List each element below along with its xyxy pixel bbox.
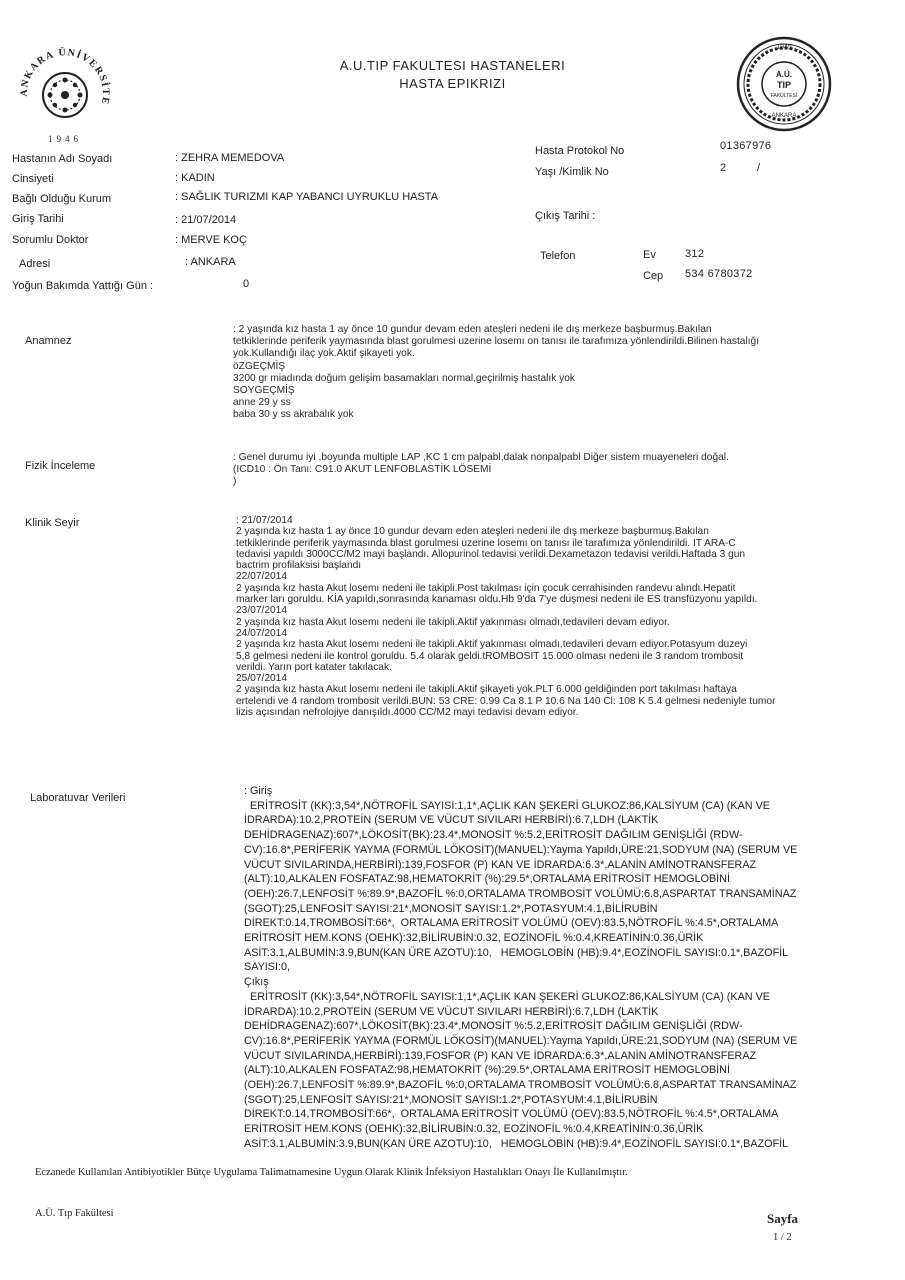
admission-date-label: Giriş Tarihi [12,213,64,225]
doctor-label: Sorumlu Doktor [12,234,89,246]
svg-text:1946: 1946 [48,134,82,144]
phone-label: Telefon [540,250,576,262]
lab-data-label: Laboratuvar Verileri [30,792,126,804]
mobile-phone-value: 534 6780372 [685,268,753,280]
page-label: Sayfa [767,1211,799,1226]
svg-text:FAKÜLTESİ: FAKÜLTESİ [770,93,798,99]
age-value: 2 [720,162,727,174]
clinical-course-text: : 21/07/2014 2 yaşında kız hasta 1 ay önce 10 gundur devam eden ateşleri nedeni ile dış merkeze başburmuş.Bakılan tetkiklerinde periferik yaymasında blast gorulmesi uzerine losemı on tanısı ile tarafımıza yönlendirildi. IT ARA-C tedavisi yapıldı 3000CC/M2 mayi başlandı. Allopurinol tedavisi verildi.Dexametazon tedavisi verildi.Haftada 3 gun bactrim profilaksisi başlandı 22/07/2014 2 yaşında kız hasta Akut losemı nedeni ile takipli.Post takılması için çocuk cerrahisinden randevu alındı.Hepatit marker ları goruldu. KİA yapıldı,sonrasında kanaması oldu.Hb 9'da 7'ye duşmesi nedeni ile ES transfüzyonu yapıldı. 23/07/2014 2 yaşında kız hasta Akut losemı nedeni ile takipli.Aktif yakınması olmadı,tedavileri devam ediyor. 24/07/2014 2 yaşında kız hasta Akut losemı nedeni ile takipli.Aktif yakınması olmadı,tedavileri devam ediyor.Potasyum duzeyi 5,8 gelmesi nedeni ile kontrol goruldu. 5.4 olarak geldi.tROMBOSIT 15.000 olması nedeni ile 3 random trombosit verildi. Yarın port katater takılacak. 25/07/2014 2 yaşında kız hasta Akut losemı nedeni ile takipli.Aktif şikayeti yok.PLT 6.000 geldiğinden port takılması haftaya ertelendi ve 4 random trombosit verildi.BUN: 53 CRE: 0.99 Ca 8.1 P 10.6 Na 140 Cl: 108 K 5.4 gelmesi nedeniyle tumor lizis açısından nefrolojiye danışıldı.4000 CC/M2 mayi tedavisi devam ediyor. [236,515,776,719]
admission-date-value: : 21/07/2014 [175,214,237,226]
svg-text:1945: 1945 [776,44,792,51]
doctor-value: : MERVE KOÇ [175,234,247,246]
svg-text:ANKARA ÜNİVERSİTESİ: ANKARA ÜNİVERSİTE [18,47,112,107]
document-title: HASTA EPIKRIZI [399,76,506,91]
svg-text:ANKARA: ANKARA [771,113,797,119]
address-label: Adresi [19,258,51,270]
footer-institution: A.Ü. Tıp Fakültesi [35,1208,114,1219]
lab-data-text: : Giriş ERİTROSİT (KK):3,54*,NÖTROFİL SAYISI:1,1*,AÇLIK KAN ŞEKERİ GLUKOZ:86,KALSİYUM (CA) (KAN VE İDRARDA):10.2,PROTEİN (SERUM VE VÜCUT SIVILARI HERBİRİ):6.7,LDH (LAKTİK DEHİDRAGENAZ):607*,LÖKOSİT(BK):23.4*,MONOSİT %:5.2,ERİTROSİT DAĞILIM GENİŞLİĞİ (RDW- CV):16.8*,PERİFERİK YAYMA (FORMÜL LÖKOSİT)(MANUEL):Yayma Yapıldı,ÜRE:21,SODYUM (NA) (SERUM VE VÜCUT SIVILARINDA,HERBİRİ):139,FOSFOR (P) KAN VE İDRARDA:6.3*,ALANİN AMİNOTRANSFERAZ (ALT):10,ALKALEN FOSFATAZ:98,HEMATOKRİT (%):29.5*,ORTALAMA ERİTROSİT HEMOGLOBİNİ (OEH):26.7,LENFOSİT %:89.9*,BAZOFİL %:0,ORTALAMA TROMBOSİT VOLÜMÜ:6.8,ASPARTAT TRANSAMİNAZ (SGOT):25,LENFOSİT SAYISI:21*,MONOSİT SAYISI:1.2*,POTASYUM:4.1,BİLİRUBİN DİREKT:0.14,TROMBOSİT:66*, ORTALAMA ERİTROSİT VOLÜMÜ (OEV):83.5,NÖTROFİL %:4.5*,ORTALAMA ERİTROSİT HEM.KONS (OEHK):32,BİLİRUBİN:0.32, EOZİNOFİL %:0.4,KREATİNİN:0.36,ÜRİK ASİT:3.1,ALBUMİN:3.9,BUN(KAN ÜRE AZOTU):10, HEMOGLOBİN (HB):9.4*,EOZİNOFİL SAYISI:0.1*,BAZOFİL SAYISI:0, Çıkış ERİTROSİT (KK):3,54*,NÖTROFİL SAYISI:1,1*,AÇLIK KAN ŞEKERİ GLUKOZ:86,KALSİYUM (CA) (KAN VE İDRARDA):10.2,PROTEİN (SERUM VE VÜCUT SIVILARI HERBİRİ):6.7,LDH (LAKTİK DEHİDRAGENAZ):607*,LÖKOSİT(BK):23.4*,MONOSİT %:5.2,ERİTROSİT DAĞILIM GENİŞLİĞİ (RDW- CV):16.8*,PERİFERİK YAYMA (FORMÜL LÖKOSİT)(MANUEL):Yayma Yapıldı,ÜRE:21,SODYUM (NA) (SERUM VE VÜCUT SIVILARINDA,HERBİRİ):139,FOSFOR (P) KAN VE İDRARDA:6.3*,ALANİN AMİNOTRANSFERAZ (ALT):10,ALKALEN FOSFATAZ:98,HEMATOKRİT (%):29.5*,ORTALAMA ERİTROSİT HEMOGLOBİNİ (OEH):26.7,LENFOSİT %:89.9*,BAZOFİL %:0,ORTALAMA TROMBOSİT VOLÜMÜ:6.8,ASPARTAT TRANSAMİNAZ (SGOT):25,LENFOSİT SAYISI:21*,MONOSİT SAYISI:1.2*,POTASYUM:4.1,BİLİRUBİN DİREKT:0.14,TROMBOSİT:66*, ORTALAMA ERİTROSİT VOLÜMÜ (OEV):83.5,NÖTROFİL %:4.5*,ORTALAMA ERİTROSİT HEM.KONS (OEHK):32,BİLİRUBİN:0.32, EOZİNOFİL %:0.4,KREATİNİN:0.36,ÜRİK ASİT:3.1,ALBUMİN:3.9,BUN(KAN ÜRE AZOTU):10, HEMOGLOBİN (HB):9.4*,EOZİNOFİL SAYISI:0.1*,BAZOFİL [244,785,798,1150]
gender-value: : KADIN [175,172,215,184]
anamnez-label: Anamnez [25,335,72,347]
clinical-course-label: Klinik Seyir [25,517,80,529]
patient-name-value: : ZEHRA MEMEDOVA [175,152,285,164]
home-phone-value: 312 [685,248,705,260]
hospital-title: A.U.TIP FAKULTESI HASTANELERI [339,58,566,73]
gender-label: Cinsiyeti [12,173,54,185]
svg-text:A.Ü.: A.Ü. [776,70,792,79]
ankara-university-logo [10,40,120,150]
mobile-phone-label: Cep [643,270,664,282]
id-value: / [757,162,761,174]
home-phone-label: Ev [643,249,656,261]
physical-exam-text: : Genel durumu iyi ,boyunda multiple LAP ,KC 1 cm palpabl,dalak nonpalpabl Diğer sistem muayeneleri doğal. (ICD10 : Ön Tanı: C91.0 AKUT LENFOBLASTİK LÖSEMİ ) [233,452,729,488]
anamnez-text: : 2 yaşında kız hasta 1 ay önce 10 gundur devam eden ateşleri nedeni ile dış merkeze başburmuş.Bakılan tetkiklerinde periferik yaymasında blast gorulmesi uzerine losemı on tanısı ile tarafımıza yönlendirildi.Bilinen hastalığı yok.Kullandığı ilaç yok.Aktif şikayeti yok. öZGEÇMİŞ 3200 gr miadında doğum gelişim basamakları normal,geçirilmiş hastalık yok SOYGEÇMİŞ anne 29 y ss baba 30 y ss akrabalık yok [233,324,760,421]
protocol-label: Hasta Protokol No [535,145,625,157]
address-value: : ANKARA [185,256,236,268]
medical-faculty-logo [735,35,833,133]
discharge-date-label: Çıkış Tarihi : [535,210,596,222]
age-id-label: Yaşı /Kimlik No [535,166,609,178]
patient-name-label: Hastanın Adı Soyadı [12,153,113,165]
physical-exam-label: Fizik İnceleme [25,460,96,472]
svg-text:TIP: TIP [776,80,792,90]
icu-days-label: Yoğun Bakımda Yattığı Gün : [12,280,154,292]
antibiotic-notice: Eczanede Kullanılan Antibiyotikler Bütçe Uygulama Talimatnamesine Uygun Olarak Klinik İnfeksiyon Hastalıkları Onayı İle Kullanılmıştır. [35,1167,628,1178]
page-number: 1 / 2 [773,1232,792,1243]
institution-label: Bağlı Olduğu Kurum [12,193,112,205]
icu-days-value: 0 [243,278,250,290]
protocol-value: 01367976 [720,140,772,152]
institution-value: : SAĞLIK TURIZMI KAP YABANCI UYRUKLU HASTA [175,191,439,203]
